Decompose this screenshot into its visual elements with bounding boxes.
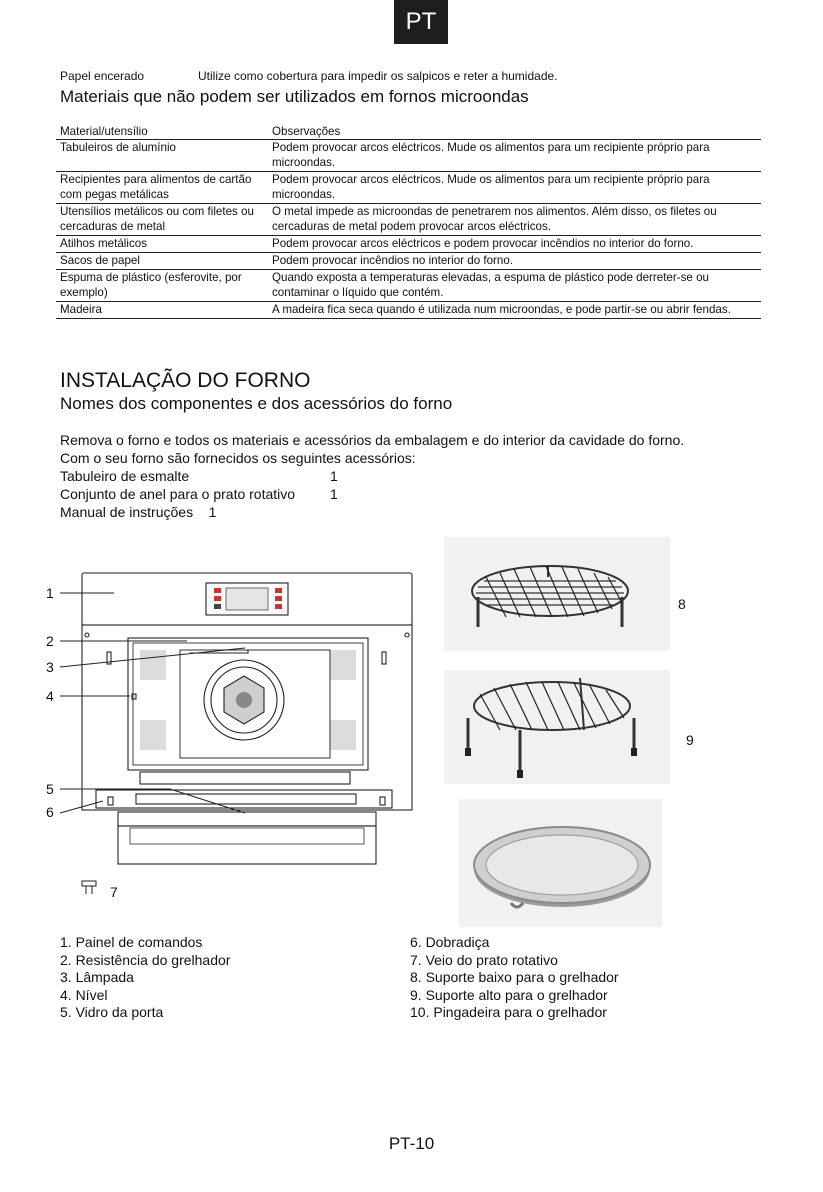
installation-subtitle: Nomes dos componentes e dos acessórios do forno <box>60 394 453 413</box>
installation-title: INSTALAÇÃO DO FORNO <box>60 369 311 392</box>
accessory-qty: 1 <box>330 486 338 502</box>
section-title: Materiais que não podem ser utilizados em fornos microondas <box>60 87 529 106</box>
table-header-cell: Material/utensílio <box>56 123 268 140</box>
callout-5: 5 <box>46 781 54 797</box>
table-cell: Madeira <box>56 302 268 319</box>
callout-1: 1 <box>46 585 54 601</box>
callout-9: 9 <box>686 732 694 748</box>
table-row <box>56 172 761 204</box>
drip-tray-photo <box>459 799 662 927</box>
body-paragraph: Com o seu forno são fornecidos os seguintes acessórios: <box>60 450 416 466</box>
legend-item: 1. Painel de comandos <box>60 934 203 950</box>
parts-legend-left <box>60 934 230 1022</box>
installation-body <box>60 431 740 521</box>
intro-row <box>60 69 558 83</box>
table-header-cell: Observações <box>268 123 761 140</box>
low-rack-icon <box>444 537 670 651</box>
legend-item: 5. Vidro da porta <box>60 1004 164 1020</box>
table-cell: Espuma de plástico (esferovite, por exemplo) <box>56 270 268 302</box>
callout-2: 2 <box>46 633 54 649</box>
manual-item: Manual de instruções 1 <box>60 504 217 520</box>
table-cell: Quando exposta a temperaturas elevadas, a espuma de plástico pode derreter-se ou contaminar o líquido que contém. <box>268 270 761 302</box>
callout-7: 7 <box>110 884 118 900</box>
callout-3: 3 <box>46 659 54 675</box>
table-cell: Podem provocar incêndios no interior do forno. <box>268 253 761 270</box>
legend-item: 9. Suporte alto para o grelhador <box>410 986 608 1003</box>
table-row <box>56 140 761 172</box>
legend-item: 7. Veio do prato rotativo <box>410 951 558 968</box>
intro-desc: Utilize como cobertura para impedir os salpicos e reter a humidade. <box>198 69 558 83</box>
legend-item: 10. Pingadeira para o grelhador <box>410 1004 607 1020</box>
accessory-name: Conjunto de anel para o prato rotativo <box>60 486 296 502</box>
table-cell: Sacos de papel <box>56 253 268 270</box>
high-rack-icon <box>444 670 670 784</box>
intro-term: Papel encerado <box>60 69 145 83</box>
low-grill-rack-photo <box>444 537 670 651</box>
table-cell: Tabuleiros de alumínio <box>56 140 268 172</box>
table-cell: Recipientes para alimentos de cartão com pegas metálicas <box>56 172 268 204</box>
high-grill-rack-photo <box>444 670 670 784</box>
language-badge-label: PT <box>405 8 437 35</box>
table-cell: A madeira fica seca quando é utilizada num microondas, e pode partir-se ou abrir fendas. <box>268 302 761 319</box>
accessory-item <box>60 485 740 503</box>
legend-item: 3. Lâmpada <box>60 969 134 985</box>
accessory-item <box>60 467 740 485</box>
accessory-qty: 1 <box>330 468 338 484</box>
callout-8: 8 <box>678 596 686 612</box>
accessory-name: Tabuleiro de esmalte <box>60 468 190 484</box>
table-row <box>56 204 761 236</box>
legend-item: 4. Nível <box>60 986 108 1003</box>
table-cell: O metal impede as microondas de penetrarem nos alimentos. Além disso, os filetes ou cercaduras de metal podem provocar arcos eléctricos. <box>268 204 761 236</box>
callout-6: 6 <box>46 804 54 820</box>
table-cell: Atilhos metálicos <box>56 236 268 253</box>
table-row <box>56 236 761 253</box>
language-badge <box>394 0 448 44</box>
table-cell: Podem provocar arcos eléctricos. Mude os alimentos para um recipiente próprio para microondas. <box>268 172 761 204</box>
page-number: PT-10 <box>388 1134 435 1153</box>
materials-table <box>56 123 761 319</box>
drip-tray-icon <box>459 799 662 927</box>
body-paragraph: Remova o forno e todos os materiais e acessórios da embalagem e do interior da cavidade do forno. <box>60 432 685 448</box>
table-row <box>56 270 761 302</box>
table-header-row <box>56 123 761 140</box>
parts-legend-right <box>410 934 619 1022</box>
legend-item: 8. Suporte baixo para o grelhador <box>410 969 619 985</box>
legend-item: 2. Resistência do grelhador <box>60 951 231 968</box>
table-row <box>56 253 761 270</box>
oven-diagram <box>30 560 430 900</box>
table-row <box>56 302 761 319</box>
table-cell: Podem provocar arcos eléctricos e podem provocar incêndios no interior do forno. <box>268 236 761 253</box>
callout-4: 4 <box>46 688 54 704</box>
table-cell: Utensílios metálicos ou com filetes ou cercaduras de metal <box>56 204 268 236</box>
table-cell: Podem provocar arcos eléctricos. Mude os alimentos para um recipiente próprio para microondas. <box>268 140 761 172</box>
legend-item: 6. Dobradiça <box>410 934 490 950</box>
